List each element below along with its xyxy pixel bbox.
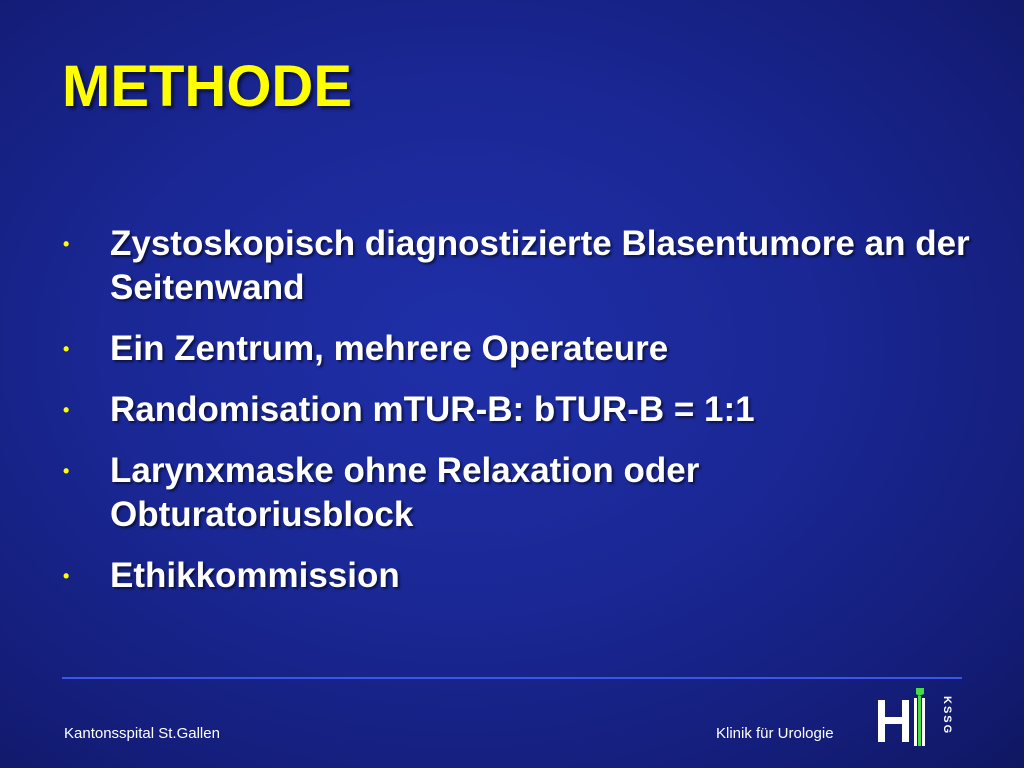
footer-department-name: Klinik für Urologie: [716, 725, 834, 742]
bullet-icon: •: [63, 339, 70, 359]
bullet-text: Randomisation mTUR-B: bTUR-B = 1:1: [110, 390, 755, 429]
bullet-text: Ethikkommission: [110, 556, 400, 595]
footer-divider: [62, 677, 962, 679]
footer-hospital-name: Kantonsspital St.Gallen: [64, 725, 220, 742]
bullet-text: Larynxmaske ohne Relaxation oder Obturatoriusblock: [110, 451, 700, 534]
bullet-icon: •: [63, 461, 70, 481]
bullet-icon: •: [63, 400, 70, 420]
bullet-item: [62, 222, 972, 310]
bullet-icon: •: [63, 566, 70, 586]
bullet-text: Ein Zentrum, mehrere Operateure: [110, 329, 669, 368]
bullet-list: [62, 222, 972, 615]
bullet-item: [62, 388, 972, 432]
kssg-logo-icon: [872, 684, 968, 750]
bullet-icon: •: [63, 234, 70, 254]
bullet-item: [62, 554, 972, 598]
bullet-item: [62, 449, 972, 537]
bullet-text: Zystoskopisch diagnostizierte Blasentumore an der Seitenwand: [110, 224, 970, 307]
logo-text: KSSG: [941, 696, 953, 736]
slide-title: METHODE: [62, 54, 352, 119]
bullet-item: [62, 327, 972, 371]
